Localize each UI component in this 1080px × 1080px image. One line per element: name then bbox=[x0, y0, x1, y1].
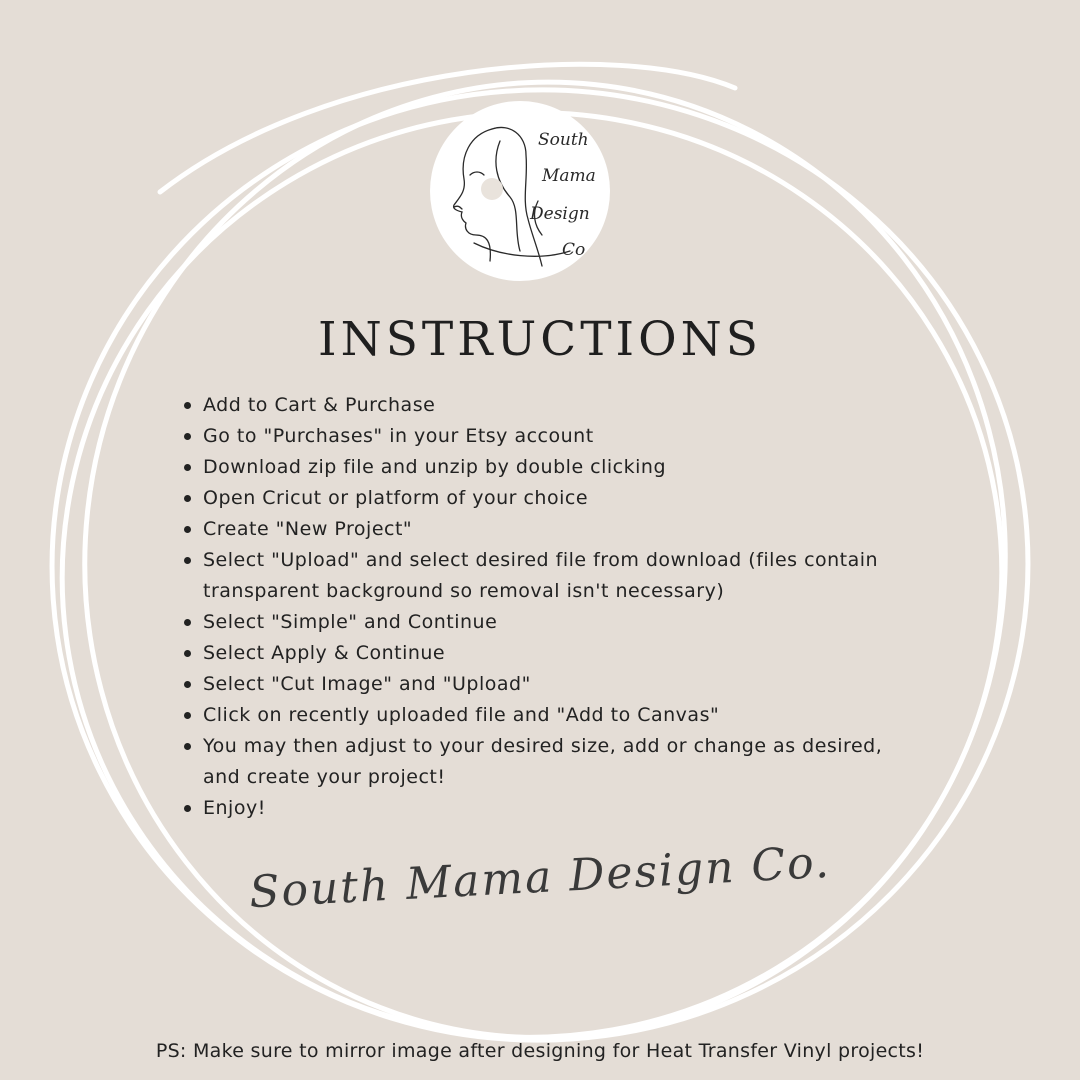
bullet-icon bbox=[184, 402, 191, 409]
bullet-icon bbox=[184, 805, 191, 812]
bullet-icon bbox=[184, 495, 191, 502]
logo-text-mama: Mama bbox=[542, 166, 596, 186]
step-text: Select "Cut Image" and "Upload" bbox=[203, 673, 531, 695]
list-item bbox=[203, 483, 903, 514]
list-item bbox=[203, 421, 903, 452]
step-text: Click on recently uploaded file and "Add to Canvas" bbox=[203, 704, 720, 726]
step-text: Create "New Project" bbox=[203, 518, 413, 540]
step-text: Go to "Purchases" in your Etsy account bbox=[203, 425, 594, 447]
list-item bbox=[203, 607, 903, 638]
list-item bbox=[203, 452, 903, 483]
logo-text-co: Co. bbox=[562, 240, 591, 260]
list-item bbox=[203, 514, 903, 545]
brand-signature: South Mama Design Co. bbox=[248, 836, 832, 919]
bullet-icon bbox=[184, 464, 191, 471]
woman-face-line-art-icon bbox=[430, 101, 610, 281]
logo-text-design: Design bbox=[530, 204, 590, 224]
bullet-icon bbox=[184, 681, 191, 688]
instructions-list bbox=[203, 390, 903, 824]
bullet-icon bbox=[184, 557, 191, 564]
list-item bbox=[203, 700, 903, 731]
bullet-icon bbox=[184, 433, 191, 440]
logo-text-south: South bbox=[538, 130, 589, 150]
bullet-icon bbox=[184, 619, 191, 626]
step-text: Select "Simple" and Continue bbox=[203, 611, 498, 633]
step-text: Download zip file and unzip by double clicking bbox=[203, 456, 667, 478]
list-item bbox=[203, 545, 903, 607]
step-text: Add to Cart & Purchase bbox=[203, 394, 436, 416]
step-text: Enjoy! bbox=[203, 797, 266, 819]
bullet-icon bbox=[184, 526, 191, 533]
bullet-icon bbox=[184, 650, 191, 657]
list-item bbox=[203, 638, 903, 669]
step-text: Open Cricut or platform of your choice bbox=[203, 487, 589, 509]
step-text: Select Apply & Continue bbox=[203, 642, 446, 664]
brand-logo bbox=[430, 101, 610, 281]
step-text: Select "Upload" and select desired file from download (files contain transparent background so removal isn't necessary) bbox=[203, 549, 879, 602]
bullet-icon bbox=[184, 743, 191, 750]
footer-note: PS: Make sure to mirror image after designing for Heat Transfer Vinyl projects! bbox=[155, 1040, 925, 1062]
list-item bbox=[203, 731, 903, 793]
list-item bbox=[203, 793, 903, 824]
bullet-icon bbox=[184, 712, 191, 719]
step-text: You may then adjust to your desired size, add or change as desired, and create your project! bbox=[203, 735, 883, 788]
list-item bbox=[203, 390, 903, 421]
page-title: INSTRUCTIONS bbox=[318, 312, 762, 367]
list-item bbox=[203, 669, 903, 700]
